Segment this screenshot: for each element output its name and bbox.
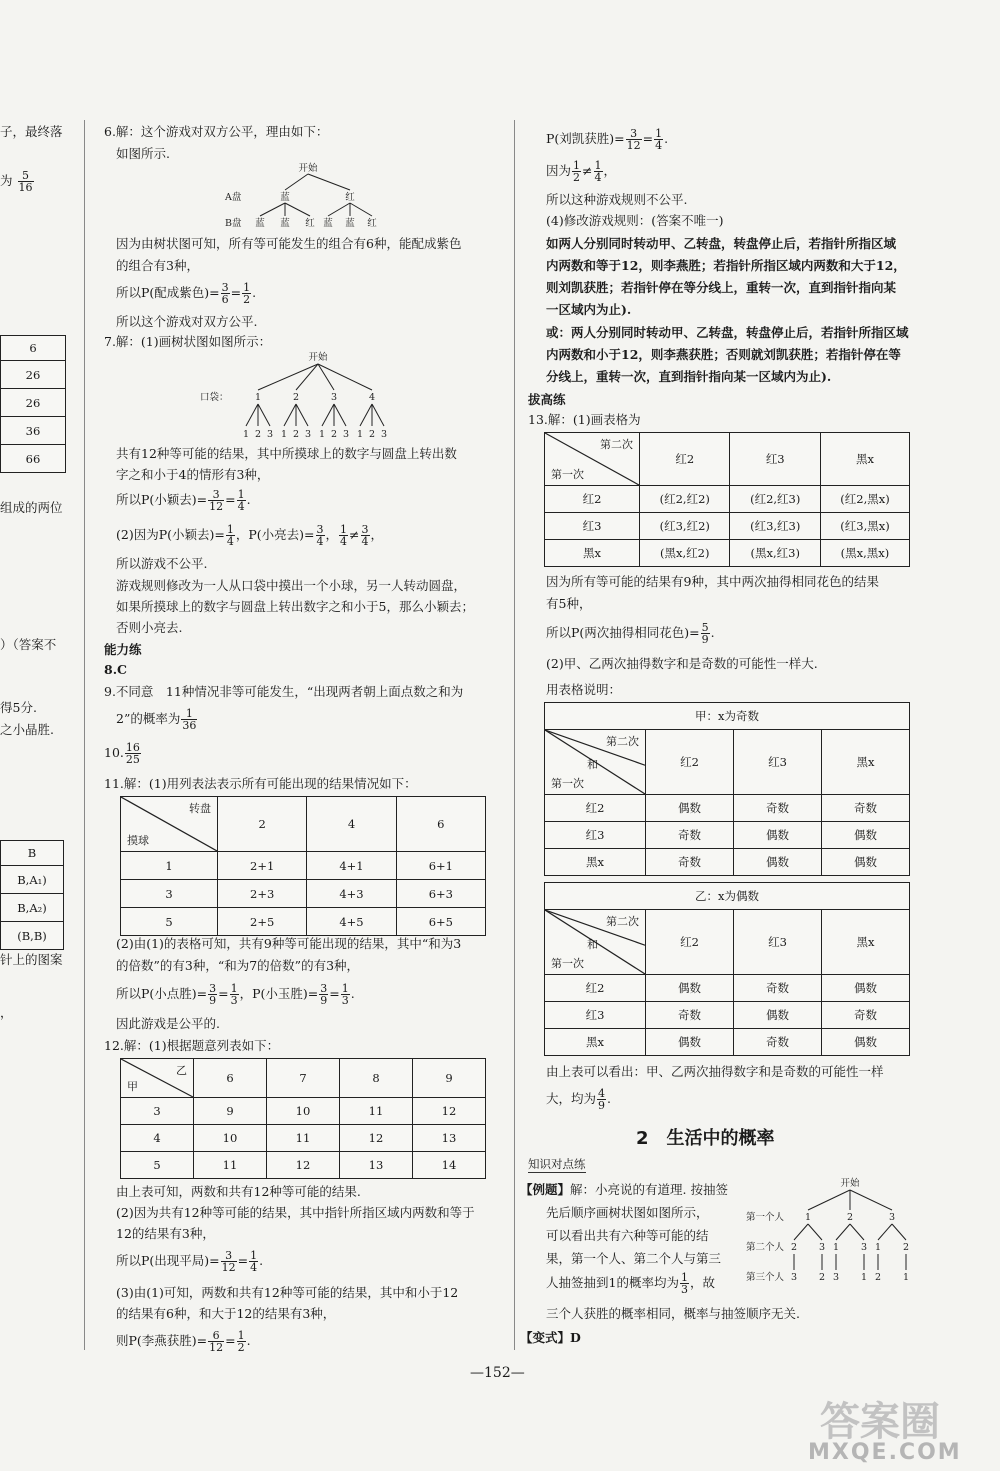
q9-line-1: 9.不同意 11种情况非等可能发生，“出现两者朝上面点数之和为 bbox=[104, 684, 464, 699]
example-line-6: 三个人获胜的概率相同，概率与抽签顺序无关. bbox=[546, 1306, 800, 1321]
r-line-8: 一区域内为止). bbox=[546, 302, 632, 317]
svg-text:4: 4 bbox=[368, 392, 376, 403]
tree7-edge bbox=[258, 404, 270, 426]
svg-text:2: 2 bbox=[790, 1242, 798, 1253]
left-text-3: 组成的两位 bbox=[0, 500, 63, 515]
tree6-l1-0: 蓝 bbox=[280, 192, 290, 203]
tree7-leaf: 2 bbox=[292, 429, 300, 440]
q12-line-1: 12.解：(1)根据题意列表如下： bbox=[104, 1038, 280, 1053]
tree7-leaf: 3 bbox=[342, 429, 350, 440]
q12-line-3: (2)因为共有12种等可能的结果，其中指针所指区域内两数和等于 bbox=[116, 1205, 475, 1220]
tree7-start: 开始 bbox=[308, 352, 328, 363]
q6-line-1: 6.解：这个游戏对双方公平，理由如下： bbox=[104, 124, 329, 139]
svg-text:3: 3 bbox=[330, 392, 338, 403]
tree7-leaf: 1 bbox=[356, 429, 364, 440]
tree7-leaf: 3 bbox=[266, 429, 274, 440]
q8-answer: 8.C bbox=[104, 662, 127, 677]
treeex-edge bbox=[850, 1224, 864, 1240]
left-partial-table: 6 26 26 36 66 bbox=[0, 335, 66, 473]
svg-text:1: 1 bbox=[874, 1242, 882, 1253]
svg-text:3: 3 bbox=[888, 1212, 896, 1223]
r-line-9: 或：两人分别同时转动甲、乙转盘，转盘停止后，若指针所指区域 bbox=[546, 325, 909, 340]
q11-line-5: 因此游戏是公平的. bbox=[116, 1016, 220, 1031]
q7-line-7: 游戏规则修改为一人从口袋中摸出一个小球，另一人转动圆盘， bbox=[116, 578, 467, 593]
r-line-3: 所以这种游戏规则不公平. bbox=[546, 192, 688, 207]
q13-table: 第二次 第一次 红2 红3 黑x 红2 (红2,红2) (红2,红3) (红2,黑x) 红3 (红3,红2) (红3,红3) (红3,黑x) 黑x (黑x,红2) (黑x,红3) (黑x,黑x) bbox=[544, 432, 910, 567]
example-line-4: 果，第一个人、第二个人与第三 bbox=[546, 1251, 722, 1266]
left-text-7: 针上的图案 bbox=[0, 952, 63, 967]
tree7-edge bbox=[246, 404, 258, 426]
treeex-edge bbox=[808, 1224, 822, 1240]
q12-line-6: (3)由(1)可知，两数和共有12种等可能的结果，其中和小于12 bbox=[116, 1285, 459, 1300]
tree7-bag-label: 口袋： bbox=[200, 392, 229, 403]
q7-line-9: 否则小亮去. bbox=[116, 620, 183, 635]
svg-text:2: 2 bbox=[292, 392, 300, 403]
svg-text:蓝: 蓝 bbox=[323, 218, 333, 229]
q10-answer: 10. $\frac{16}{25}$ bbox=[104, 741, 140, 766]
q12-table: 乙 甲 6 7 8 9 3 9 10 11 12 4 10 11 12 13 5 11 12 13 14 bbox=[120, 1058, 486, 1179]
q9-line-2: 2”的概率为 $\frac{1}{36}$ bbox=[116, 707, 197, 732]
left-text-6: 之小晶胜. bbox=[0, 722, 54, 737]
svg-text:2: 2 bbox=[902, 1242, 910, 1253]
left-text-5: 得5分. bbox=[0, 700, 37, 715]
tree7-edge bbox=[296, 404, 308, 426]
section-title: 2 生活中的概率 bbox=[636, 1128, 775, 1149]
svg-text:1: 1 bbox=[860, 1272, 868, 1283]
treeex-p2: 第二个人 bbox=[746, 1242, 785, 1253]
q6-tree-diagram bbox=[220, 160, 390, 230]
left-text-1: 子，最终落 bbox=[0, 124, 63, 139]
tree7-edge bbox=[372, 404, 384, 426]
q11-line-2: (2)由(1)的表格可知，共有9种等可能出现的结果，其中“和为3 bbox=[116, 936, 462, 951]
example-tree-diagram bbox=[742, 1176, 914, 1288]
q6-line-2: 如图所示. bbox=[116, 146, 170, 161]
left-text-2: 为 $\frac{5}{16}$ bbox=[0, 169, 33, 194]
treeex-start: 开始 bbox=[840, 1178, 860, 1189]
tree7-leaf: 2 bbox=[368, 429, 376, 440]
q13-line-2: 因为所有等可能的结果有9种，其中两次抽得相同花色的结果 bbox=[546, 574, 879, 589]
q7-line-2: 共有12种等可能的结果，其中所摸球上的数字与圆盘上转出数 bbox=[116, 446, 457, 461]
tree7-leaf: 1 bbox=[242, 429, 250, 440]
q13-line-8: 大，均为 $\frac{4}{9}$ . bbox=[546, 1087, 611, 1112]
q13-line-1: 13.解：(1)画表格为 bbox=[528, 412, 641, 427]
q6-line-3: 因为由树状图可知，所有等可能发生的组合有6种，能配成紫色 bbox=[116, 236, 462, 251]
zhishi-title: 知识对点练 bbox=[528, 1157, 586, 1171]
svg-text:3: 3 bbox=[860, 1242, 868, 1253]
r-line-4: (4)修改游戏规则：(答案不唯一) bbox=[546, 213, 724, 228]
example-line-3: 可以看出共有六种等可能的结 bbox=[546, 1228, 709, 1243]
q11-line-1: 11.解：(1)用列表法表示所有可能出现的结果情况如下： bbox=[104, 776, 417, 791]
table-jia: 甲：x为奇数 第二次 和 第一次 红2 红3 黑x 红2 偶数 奇数 奇数 红3 奇数 偶数 偶数 黑x 奇数 偶数 偶数 bbox=[544, 702, 910, 876]
q12-line-7: 的结果有6种，和大于12的结果有3种， bbox=[116, 1306, 336, 1321]
q7-line-6: 所以游戏不公平. bbox=[116, 556, 208, 571]
r-line-6: 内两数和等于12，则李燕胜；若指针所指区域内两数和大于12， bbox=[546, 258, 906, 273]
q7-line-3: 字之和小于4的情形有3种， bbox=[116, 467, 270, 482]
tree7-leaf: 1 bbox=[280, 429, 288, 440]
svg-text:2: 2 bbox=[818, 1272, 826, 1283]
tree6-start: 开始 bbox=[298, 163, 318, 174]
q7-line-8: 如果所摸球上的数字与圆盘上转出数字之和小于5，那么小颖去； bbox=[116, 599, 474, 614]
svg-text:蓝: 蓝 bbox=[280, 218, 290, 229]
column-divider-right bbox=[514, 120, 515, 1350]
treeex-p3: 第三个人 bbox=[746, 1272, 785, 1283]
section-nengli: 能力练 bbox=[104, 642, 142, 657]
svg-text:3: 3 bbox=[818, 1242, 826, 1253]
q7-tree-diagram bbox=[200, 350, 400, 440]
q7-line-4: 所以P(小颖去)= $\frac{3}{12}$ = $\frac{1}{4}$ . bbox=[116, 488, 251, 513]
svg-text:2: 2 bbox=[874, 1272, 882, 1283]
r-line-11: 分线上，重转一次，直到指针指向某一区域内为止). bbox=[546, 369, 832, 384]
svg-text:1: 1 bbox=[254, 392, 262, 403]
tree7-edge bbox=[334, 404, 346, 426]
q11-line-4: 所以P(小点胜)= $\frac{3}{9}$ = $\frac{1}{3}$ ，P(小玉胜)= $\frac{3}{9}$ = $\frac{1}{3}$ . bbox=[116, 982, 355, 1007]
q11-table: 转盘 摸球 2 4 6 1 2+1 4+1 6+1 3 2+3 4+3 6+3 5 2+5 4+5 6+5 bbox=[120, 796, 486, 936]
q13-line-4: 所以P(两次抽得相同花色)= $\frac{5}{9}$ . bbox=[546, 621, 715, 646]
treeex-edge bbox=[836, 1224, 850, 1240]
svg-text:蓝: 蓝 bbox=[345, 218, 355, 229]
q13-line-5: (2)甲、乙两次抽得数字和是奇数的可能性一样大. bbox=[546, 656, 818, 671]
tree6-row-a: A盘 bbox=[225, 192, 242, 203]
left-fraction: $\frac{5}{16}$ bbox=[18, 169, 33, 194]
q6-line-6: 所以这个游戏对双方公平. bbox=[116, 314, 258, 329]
tree7-leaf: 2 bbox=[254, 429, 262, 440]
page-number: —152— bbox=[470, 1365, 525, 1381]
q12-line-4: 12的结果有3种， bbox=[116, 1226, 215, 1241]
svg-text:1: 1 bbox=[902, 1272, 910, 1283]
treeex-edge bbox=[808, 1190, 850, 1210]
q12-line-2: 由上表可知，两数和共有12种等可能的结果. bbox=[116, 1184, 361, 1199]
svg-text:1: 1 bbox=[832, 1242, 840, 1253]
section-bagao: 拔高练 bbox=[528, 392, 566, 407]
q7-line-1: 7.解：(1)画树状图如图所示： bbox=[104, 334, 272, 349]
column-divider-left bbox=[84, 120, 85, 1350]
svg-text:红: 红 bbox=[305, 218, 315, 229]
tree7-leaf: 2 bbox=[330, 429, 338, 440]
q13-line-3: 有5种， bbox=[546, 596, 592, 611]
tree6-l1-1: 红 bbox=[345, 192, 355, 203]
variant-line: 【变式】D bbox=[520, 1330, 581, 1345]
example-line-2: 先后顺序画树状图如图所示， bbox=[546, 1205, 709, 1220]
tree7-leaf: 3 bbox=[380, 429, 388, 440]
r-line-1: P(刘凯获胜)= $\frac{3}{12}$ = $\frac{1}{4}$ . bbox=[546, 127, 669, 152]
tree7-edge bbox=[284, 404, 296, 426]
tree7-leaf: 3 bbox=[304, 429, 312, 440]
r-line-2: 因为 $\frac{1}{2}$ ≠ $\frac{1}{4}$ ， bbox=[546, 159, 617, 184]
watermark-url: MXQE.COM bbox=[808, 1440, 962, 1465]
tree7-edge bbox=[258, 364, 318, 390]
r-line-5: 如两人分别同时转动甲、乙转盘，转盘停止后，若指针所指区域 bbox=[546, 236, 897, 251]
tree6-row-b: B盘 bbox=[225, 218, 242, 229]
r-line-10: 内两数和小于12，则李燕获胜；否则就刘凯获胜；若指针停在等 bbox=[546, 347, 901, 362]
left-partial-table-2: B B,A₁) B,A₂) (B,B) bbox=[0, 840, 64, 950]
q7-line-5: (2)因为P(小颖去)= $\frac{1}{4}$ ，P(小亮去)= $\frac{3}{4}$ ， $\frac{1}{4}$ ≠ $\frac{3}{4}$ ， bbox=[116, 523, 384, 548]
q6-line-4: 的组合有3种， bbox=[116, 258, 199, 273]
q13-line-7: 由上表可以看出：甲、乙两次抽得数字和是奇数的可能性一样 bbox=[546, 1064, 884, 1079]
example-line-5: 人抽签抽到1的概率均为 $\frac{1}{3}$ ，故 bbox=[546, 1271, 715, 1296]
svg-text:1: 1 bbox=[804, 1212, 812, 1223]
q13-line-6: 用表格说明： bbox=[546, 682, 622, 697]
example-line-1: 【例题】解：小亮说的有道理. 按抽签 bbox=[520, 1182, 728, 1197]
tree7-leaf: 1 bbox=[318, 429, 326, 440]
svg-text:3: 3 bbox=[832, 1272, 840, 1283]
tree7-edge bbox=[360, 404, 372, 426]
svg-text:2: 2 bbox=[846, 1212, 854, 1223]
q11-line-3: 的倍数”的有3种，“和为7的倍数”的有3种， bbox=[116, 958, 360, 973]
r-line-7: 则刘凯获胜；若指针停在等分线上，重转一次，直到指针指向某 bbox=[546, 280, 897, 295]
q12-line-5: 所以P(出现平局)= $\frac{3}{12}$ = $\frac{1}{4}$ . bbox=[116, 1249, 264, 1274]
q12-line-8: 则P(李燕获胜)= $\frac{6}{12}$ = $\frac{1}{2}$ . bbox=[116, 1329, 251, 1354]
svg-text:3: 3 bbox=[790, 1272, 798, 1283]
q6-line-5: 所以P(配成紫色)= $\frac{3}{6}$ = $\frac{1}{2}$ . bbox=[116, 281, 257, 306]
treeex-edge bbox=[794, 1224, 808, 1240]
treeex-edge bbox=[892, 1224, 906, 1240]
tree7-edge bbox=[322, 404, 334, 426]
treeex-edge bbox=[850, 1190, 892, 1210]
svg-text:蓝: 蓝 bbox=[255, 218, 265, 229]
treeex-p1: 第一个人 bbox=[746, 1212, 785, 1223]
svg-text:红: 红 bbox=[367, 218, 377, 229]
treeex-edge bbox=[878, 1224, 892, 1240]
table-yi: 乙：x为偶数 第二次 和 第一次 红2 红3 黑x 红2 偶数 奇数 偶数 红3 奇数 偶数 奇数 黑x 偶数 奇数 偶数 bbox=[544, 882, 910, 1056]
tree7-edge bbox=[296, 364, 318, 390]
left-text-4: ）（答案不 bbox=[0, 637, 57, 652]
watermark-logo: 答案圈 bbox=[820, 1399, 940, 1445]
left-text-8: ， bbox=[0, 1005, 13, 1020]
